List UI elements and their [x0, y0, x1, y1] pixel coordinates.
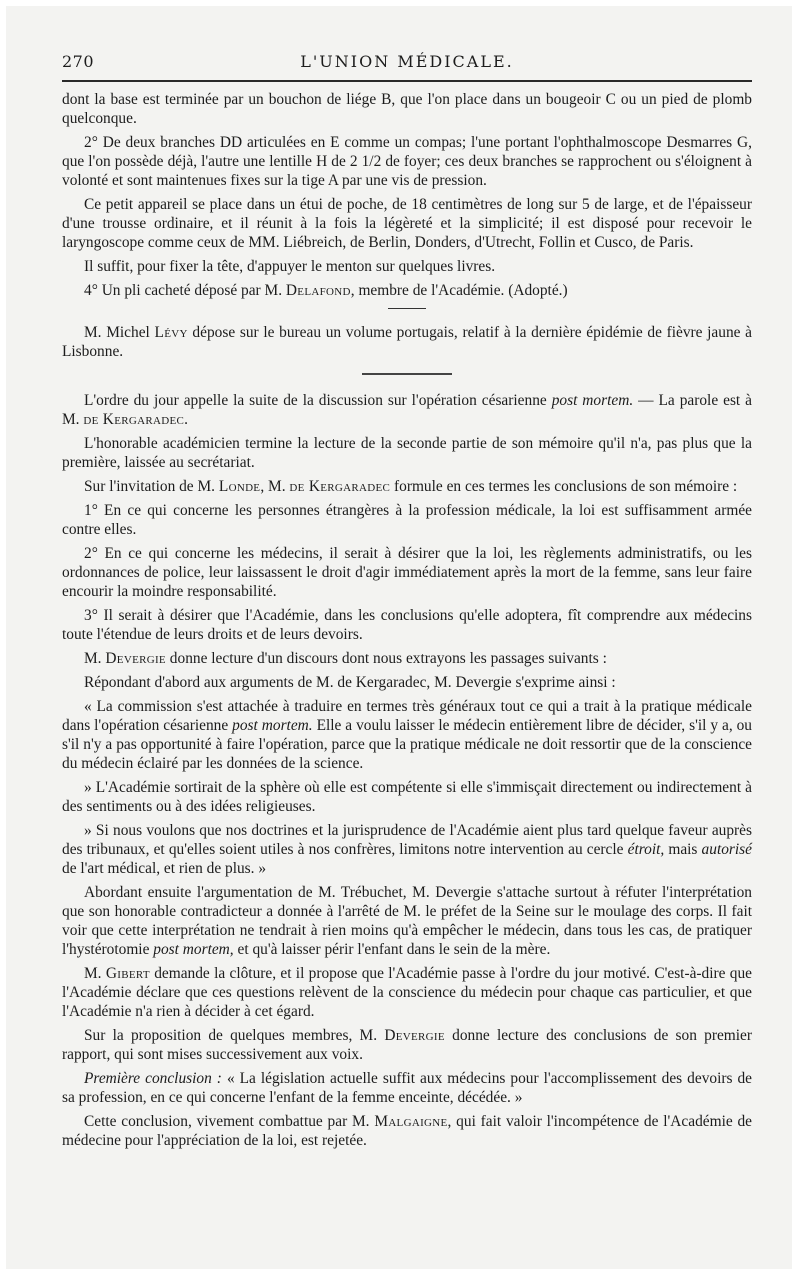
- person-name: Londe: [218, 478, 261, 495]
- text-run: , M.: [260, 478, 290, 495]
- text-run: » Si nous voulons que nos doctrines et la jurisprudence de l'Académie aient plus tard quelque faveur auprès des tribunaux, et qu'elles soient utiles à nos confrères, limitons notre intervention au cercle: [62, 822, 752, 858]
- paragraph: [62, 477, 752, 496]
- text-run: L'ordre du jour appelle la suite de la discussion sur l'opération césarienne: [84, 392, 552, 409]
- italic-term: Première conclusion :: [84, 1070, 222, 1087]
- paragraph: » L'Académie sortirait de la sphère où elle est compétente si elle s'immisçait directement ou indirectement à des sentiments ou à des idées religieuses.: [62, 779, 752, 815]
- text-run: , membre de l'Académie. (Adopté.): [350, 282, 568, 299]
- italic-term: autorisé: [701, 841, 752, 858]
- person-name: Devergie: [105, 650, 166, 667]
- paragraph: [62, 821, 752, 878]
- person-name: de Kergaradec: [83, 411, 185, 428]
- running-head: L'UNION MÉDICALE.: [300, 52, 514, 71]
- italic-term: post mortem.: [232, 717, 313, 734]
- paragraph: dont la base est terminée par un bouchon de liége B, que l'on place dans un bougeoir C ou un pied de plomb quelconque.: [62, 91, 752, 127]
- page-number: 270: [62, 52, 95, 71]
- paragraph: [62, 1069, 752, 1107]
- section-separator: [362, 373, 452, 375]
- text-run: Sur l'invitation de M.: [84, 478, 219, 495]
- text-run: et qu'à laisser périr l'enfant dans le sein de la mère.: [233, 941, 551, 958]
- page-header: [62, 52, 752, 76]
- text-run: donne lecture des conclusions de son premier rapport, qui sont mises successivement aux voix.: [62, 1027, 752, 1063]
- person-name: Devergie: [384, 1027, 445, 1044]
- paragraph: Ce petit appareil se place dans un étui de poche, de 18 centimètres de long sur 5 de large, et de l'épaisseur d'une trousse ordinaire, et il réunit à la fois la légèreté et la simplicité; il est disposé pour recevoir le laryngoscope comme ceux de MM. Liébreich, de Berlin, Donders, d'Utrecht, Follin et Cusco, de Paris.: [62, 196, 752, 251]
- text-run: formule en ces termes les conclusions de son mémoire :: [390, 478, 738, 495]
- italic-term: étroit,: [627, 841, 665, 858]
- text-run: de l'art médical, et rien de plus. »: [62, 860, 267, 877]
- paragraph: [62, 281, 752, 300]
- text-run: M.: [84, 965, 106, 982]
- paragraph: [62, 323, 752, 361]
- text-run: donne lecture d'un discours dont nous extrayons les passages suivants :: [165, 650, 607, 667]
- text-run: « La législation actuelle suffit aux médecins pour l'accomplissement des devoirs de sa profession, en ce qui concerne l'enfant de la femme enceinte, décédée. »: [62, 1070, 753, 1106]
- paragraph: [62, 649, 752, 668]
- paragraph: [62, 697, 752, 773]
- section-separator: [388, 308, 426, 309]
- text-run: M. Michel: [84, 324, 155, 341]
- text-run: M.: [84, 650, 106, 667]
- paragraph: 2° De deux branches DD articulées en E comme un compas; l'une portant l'ophthalmoscope Desmarres G, que l'on possède déjà, l'autre une lentille H de 2 1/2 de foyer; ces deux branches se rapprochent ou s'éloignent à volonté et sont maintenues fixes sur la tige A par une vis de pression.: [62, 134, 752, 189]
- paragraph: [62, 391, 752, 429]
- paragraph: 1° En ce qui concerne les personnes étrangères à la profession médicale, la loi est suffisamment armée contre elles.: [62, 502, 752, 538]
- paragraph: Il suffit, pour fixer la tête, d'appuyer le menton sur quelques livres.: [84, 258, 496, 275]
- person-name: Gibert: [105, 965, 150, 982]
- text-run: 4° Un pli cacheté déposé par M.: [84, 282, 286, 299]
- person-name: Malgaigne: [374, 1113, 448, 1130]
- article-body: [62, 90, 752, 1155]
- paragraph: [62, 1112, 752, 1150]
- paragraph: [62, 883, 752, 959]
- text-run: Elle a voulu laisser le médecin entièrement libre de décider, s'il y a, ou s'il n'y a pas opportunité à faire l'opération, parce que la pratique médicale ne doit ressortir que de la conscience du médecin éclairé par les données de la science.: [62, 717, 752, 772]
- text-run: .: [184, 411, 188, 428]
- text-run: , qui fait valoir l'incompétence de l'Académie de médecine pour l'appréciation de la loi, est rejetée.: [62, 1113, 752, 1149]
- person-name: de Kergaradec: [289, 478, 391, 495]
- text-run: Sur la proposition de quelques membres, M.: [84, 1027, 385, 1044]
- paragraph: L'honorable académicien termine la lecture de la seconde partie de son mémoire qu'il n'a, pas plus que la première, laissée au secrétariat.: [62, 435, 752, 471]
- text-run: mais: [664, 841, 702, 858]
- paragraph: 2° En ce qui concerne les médecins, il serait à désirer que la loi, les règlements administratifs, ou les ordonnances de police, leur laissassent le droit d'agir immédiatement après la mort de la femme, sans leur faire encourir la moindre responsabilité.: [62, 545, 752, 600]
- paragraph: [62, 964, 752, 1021]
- paragraph: Répondant d'abord aux arguments de M. de Kergaradec, M. Devergie s'exprime ainsi :: [84, 674, 616, 691]
- text-run: dépose sur le bureau un volume portugais, relatif à la dernière épidémie de fièvre jaune à Lisbonne.: [62, 324, 753, 360]
- paragraph: [62, 1026, 752, 1064]
- italic-term: post mortem,: [153, 941, 234, 958]
- scanned-page: [6, 6, 792, 1269]
- header-rule: [62, 80, 752, 82]
- paragraph: 3° Il serait à désirer que l'Académie, dans les conclusions qu'elle adoptera, fît comprendre aux médecins toute l'étendue de leurs droits et de leurs devoirs.: [62, 607, 752, 643]
- person-name: Lévy: [154, 324, 188, 341]
- italic-term: post mortem.: [551, 392, 634, 409]
- text-run: « La commission s'est attachée à traduire en termes très généraux tout ce qui a trait à la pratique médicale dans l'opération césarienne: [62, 698, 752, 734]
- text-run: demande la clôture, et il propose que l'Académie passe à l'ordre du jour motivé. C'est-à-dire que l'Académie déclare que ces questions relèvent de la conscience du médecin pour chaque cas particulier, et que l'Académie n'a rien à décider à cet égard.: [62, 965, 752, 1020]
- text-run: Cette conclusion, vivement combattue par M.: [84, 1113, 375, 1130]
- text-run: Abordant ensuite l'argumentation de M. Trébuchet, M. Devergie s'attache surtout à réfuter l'interprétation que son honorable contradicteur a donnée à l'arrêté de M. le préfet de la Seine sur le moulage des corps. Il fait voir que cette interprétation ne tendrait à rien moins qu'à empêcher le médecin, dans tous les cas, de pratiquer l'hystérotomie: [62, 884, 752, 958]
- text-run: — La parole est à M.: [62, 392, 753, 428]
- person-name: Delafond: [285, 282, 351, 299]
